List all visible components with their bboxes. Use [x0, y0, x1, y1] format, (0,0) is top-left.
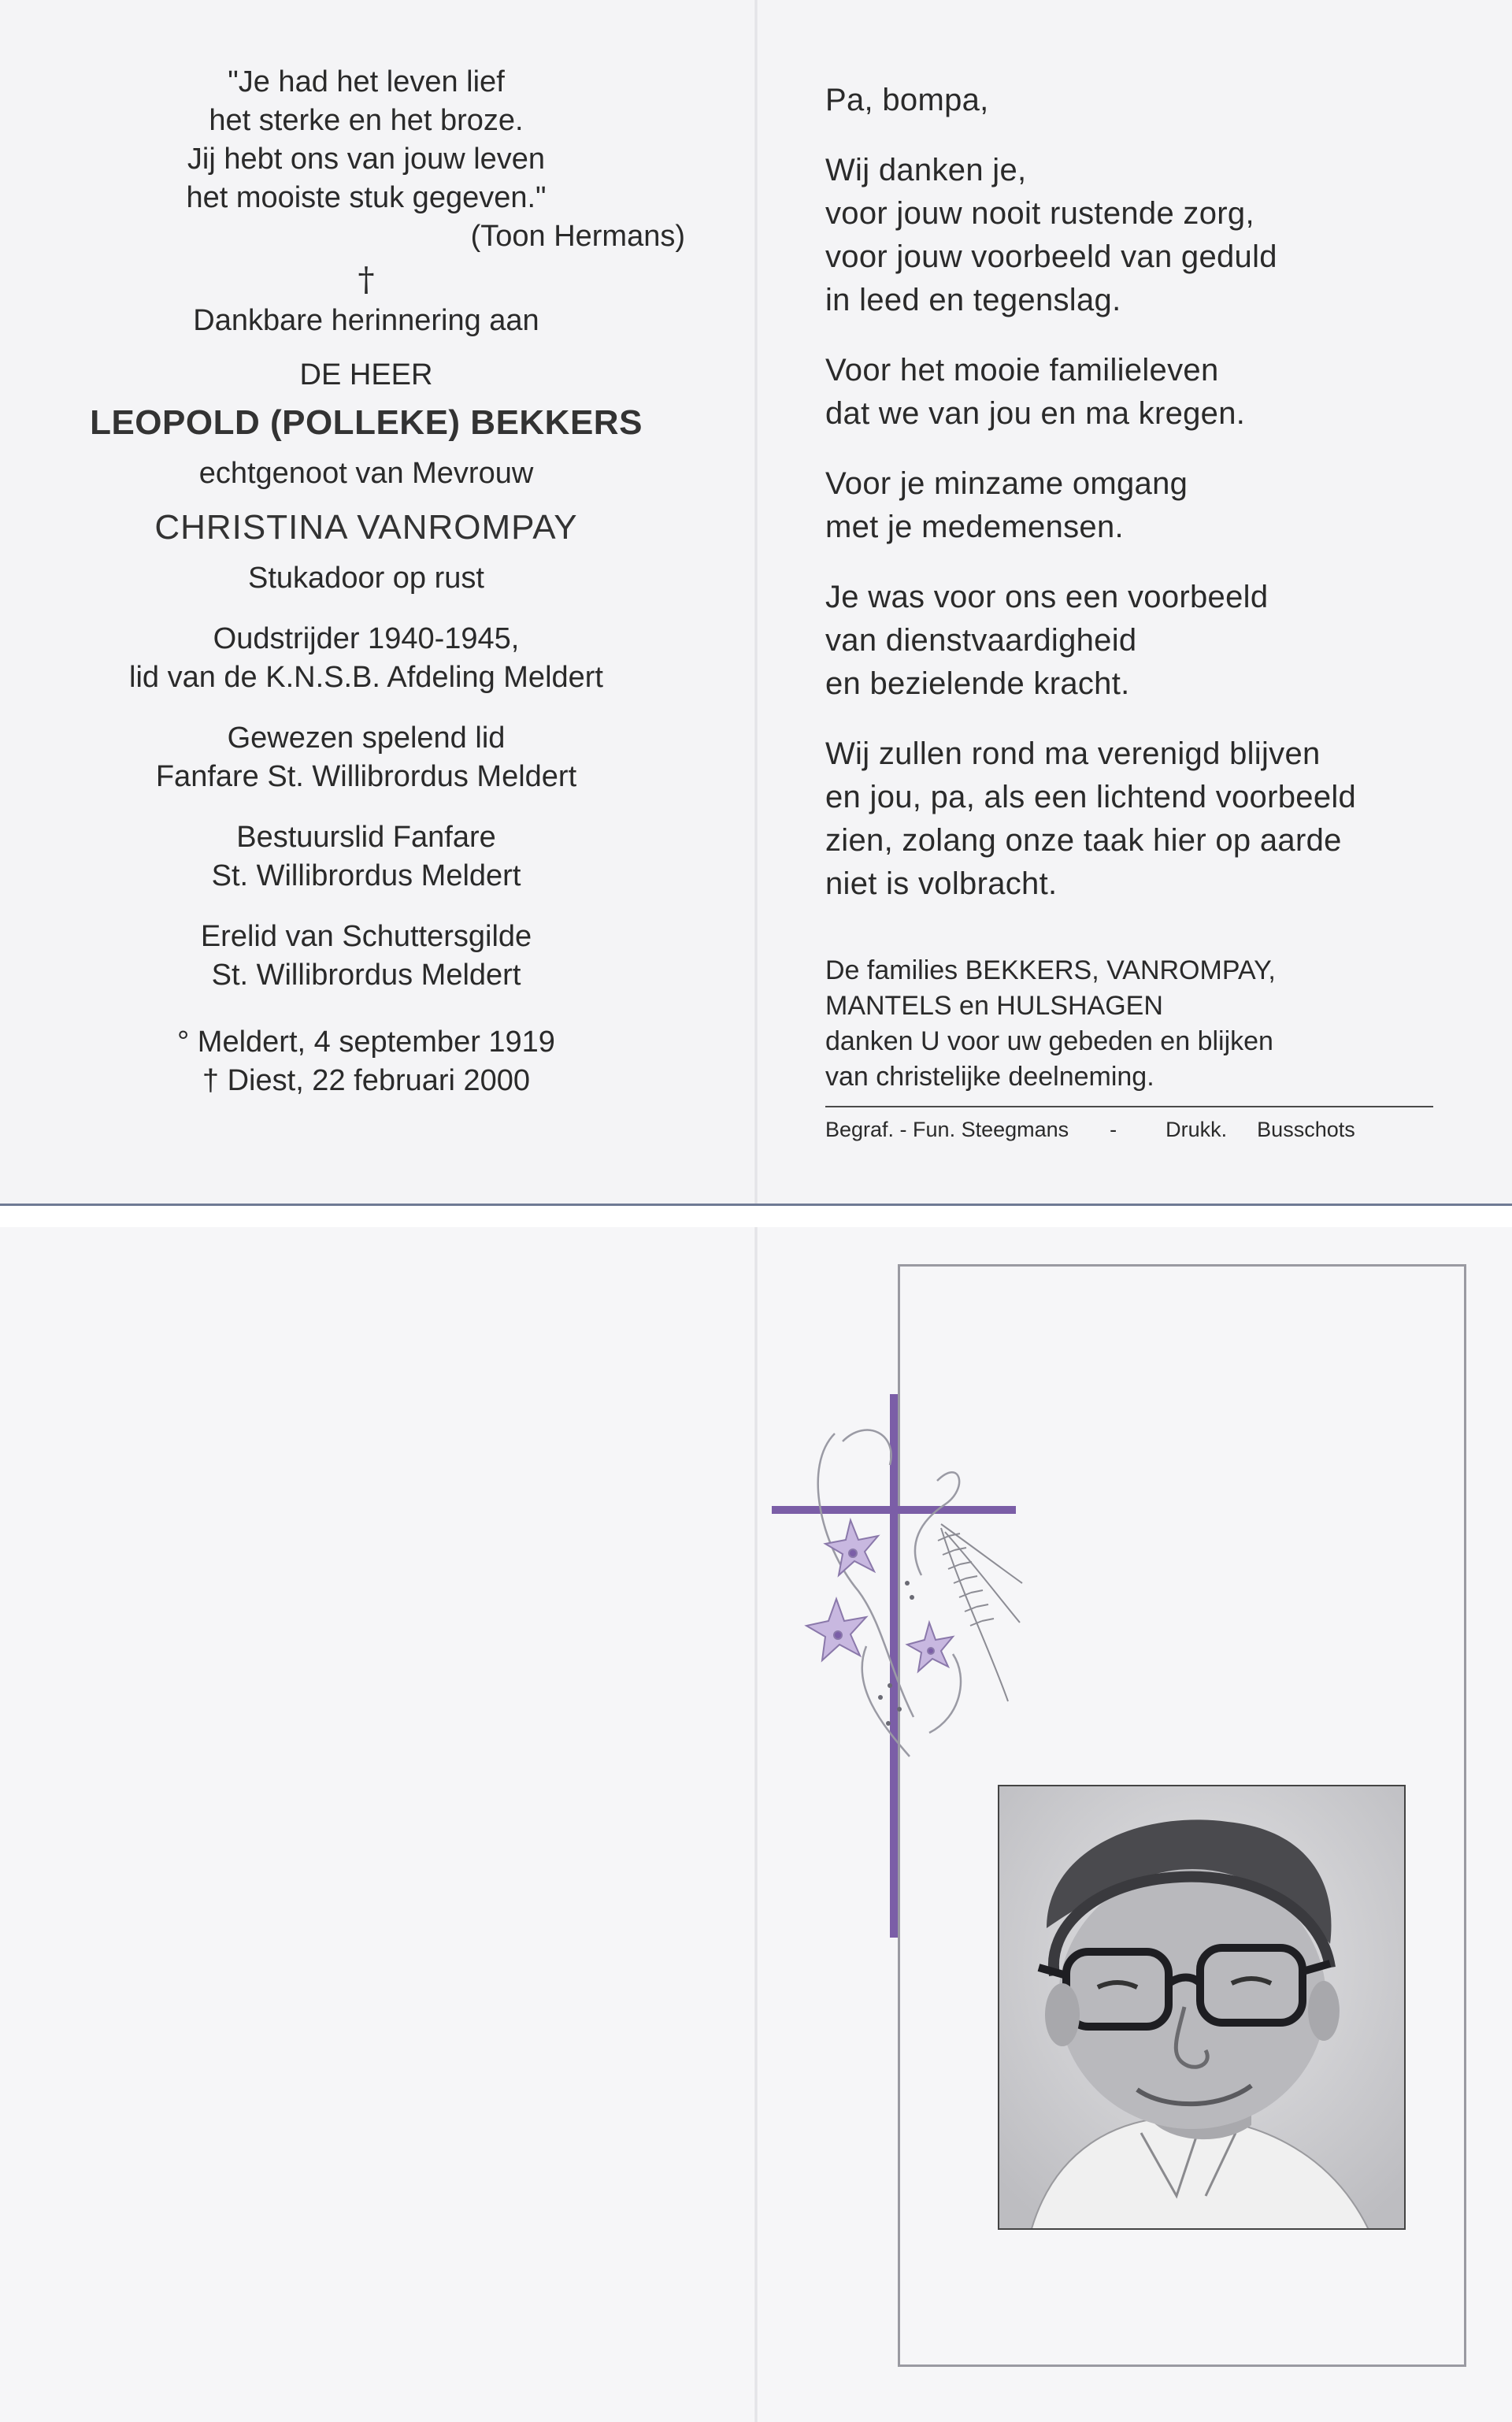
- portrait-image: [999, 1786, 1406, 2230]
- death-line: † Diest, 22 februari 2000: [202, 1064, 531, 1097]
- flower-icon: [825, 1520, 878, 1575]
- family-line: De families BEKKERS, VANROMPAY,: [825, 955, 1276, 985]
- stanza-line: met je medemensen.: [825, 510, 1124, 544]
- credit-funeral: Begraf. - Fun. Steegmans: [825, 1118, 1069, 1141]
- stems-icon: [818, 1430, 961, 1756]
- spouse-name: CHRISTINA VANROMPAY: [154, 508, 578, 547]
- role-line: lid van de K.N.S.B. Afdeling Meldert: [129, 661, 603, 694]
- deceased-name: LEOPOLD (POLLEKE) BEKKERS: [90, 403, 643, 442]
- stanza: [825, 462, 1440, 549]
- credit-separator: -: [1110, 1118, 1117, 1141]
- stanza-line: voor jouw nooit rustende zorg,: [825, 196, 1254, 231]
- quote-line: Jij hebt ons van jouw leven: [187, 143, 546, 176]
- cross-horizontal-bar: [772, 1506, 1016, 1514]
- printer-credits: [825, 1115, 1433, 1144]
- credit-print-b: Busschots: [1257, 1118, 1355, 1141]
- role-line: Fanfare St. Willibrordus Meldert: [155, 760, 577, 793]
- portrait-photo: [998, 1785, 1406, 2230]
- role-line: Stukadoor op rust: [248, 562, 484, 595]
- stanza-line: in leed en tegenslag.: [825, 283, 1121, 317]
- flower-icon: [907, 1623, 953, 1671]
- quote-line: "Je had het leven lief: [228, 65, 505, 98]
- family-line: danken U voor uw gebeden en blijken: [825, 1026, 1273, 1056]
- intro-text: Dankbare herinnering aan: [193, 304, 539, 337]
- stanza-line: voor jouw voorbeeld van geduld: [825, 239, 1277, 274]
- credit-print-a: Drukk.: [1166, 1118, 1228, 1141]
- stanza-line: zien, zolang onze taak hier op aarde: [825, 823, 1342, 858]
- stanza-line: Je was voor ons een voorbeeld: [825, 580, 1269, 614]
- birth-line: ° Meldert, 4 september 1919: [177, 1026, 555, 1059]
- stanza: [825, 349, 1440, 436]
- family-line: MANTELS en HULSHAGEN: [825, 991, 1163, 1021]
- spouse-intro: echtgenoot van Mevrouw: [198, 457, 534, 490]
- quote-line: het sterke en het broze.: [209, 104, 524, 137]
- stanza-line: dat we van jou en ma kregen.: [825, 396, 1246, 431]
- wheat-icon: [938, 1524, 1022, 1701]
- stanza-line: en bezielende kracht.: [825, 666, 1130, 701]
- stanza-line: Voor je minzame omgang: [825, 466, 1188, 501]
- stanza: [825, 149, 1440, 322]
- role-line: St. Willibrordus Meldert: [211, 959, 521, 992]
- family-line: van christelijke deelneming.: [825, 1062, 1154, 1092]
- fold-line: [754, 0, 758, 1204]
- stanza-line: en jou, pa, als een lichtend voorbeeld: [825, 780, 1357, 814]
- stanza-line: Wij danken je,: [825, 153, 1027, 187]
- inside-left-panel: [47, 63, 685, 1100]
- stanza-line: Wij zullen rond ma verenigd blijven: [825, 736, 1321, 771]
- stanza: [825, 576, 1440, 706]
- role-line: St. Willibrordus Meldert: [211, 859, 521, 892]
- role-line: Gewezen spelend lid: [227, 721, 506, 755]
- role-line: Oudstrijder 1940-1945,: [213, 622, 520, 655]
- card-inside: [0, 0, 1512, 1206]
- inside-right-panel: [825, 79, 1440, 1095]
- quote-block: [47, 63, 685, 256]
- role-line: Bestuurslid Fanfare: [236, 821, 496, 854]
- cross-with-flowers-icon: [772, 1386, 1024, 1938]
- quote-line: het mooiste stuk gegeven.": [186, 181, 547, 214]
- stanza-line: niet is volbracht.: [825, 866, 1058, 901]
- stanza-line: van dienstvaardigheid: [825, 623, 1137, 658]
- stanza-line: Voor het mooie familieleven: [825, 353, 1219, 388]
- honorific: DE HEER: [299, 358, 433, 391]
- cross-icon: †: [358, 260, 375, 299]
- family-thanks: [825, 953, 1440, 1095]
- stanza: [825, 733, 1440, 906]
- fold-line: [754, 1227, 758, 2422]
- footer-rule: [825, 1106, 1433, 1107]
- quote-author: (Toon Hermans): [470, 220, 685, 253]
- flower-icon: [806, 1599, 866, 1660]
- salutation: Pa, bompa,: [825, 83, 989, 117]
- cross-vertical-bar: [890, 1394, 898, 1938]
- role-line: Erelid van Schuttersgilde: [200, 920, 532, 953]
